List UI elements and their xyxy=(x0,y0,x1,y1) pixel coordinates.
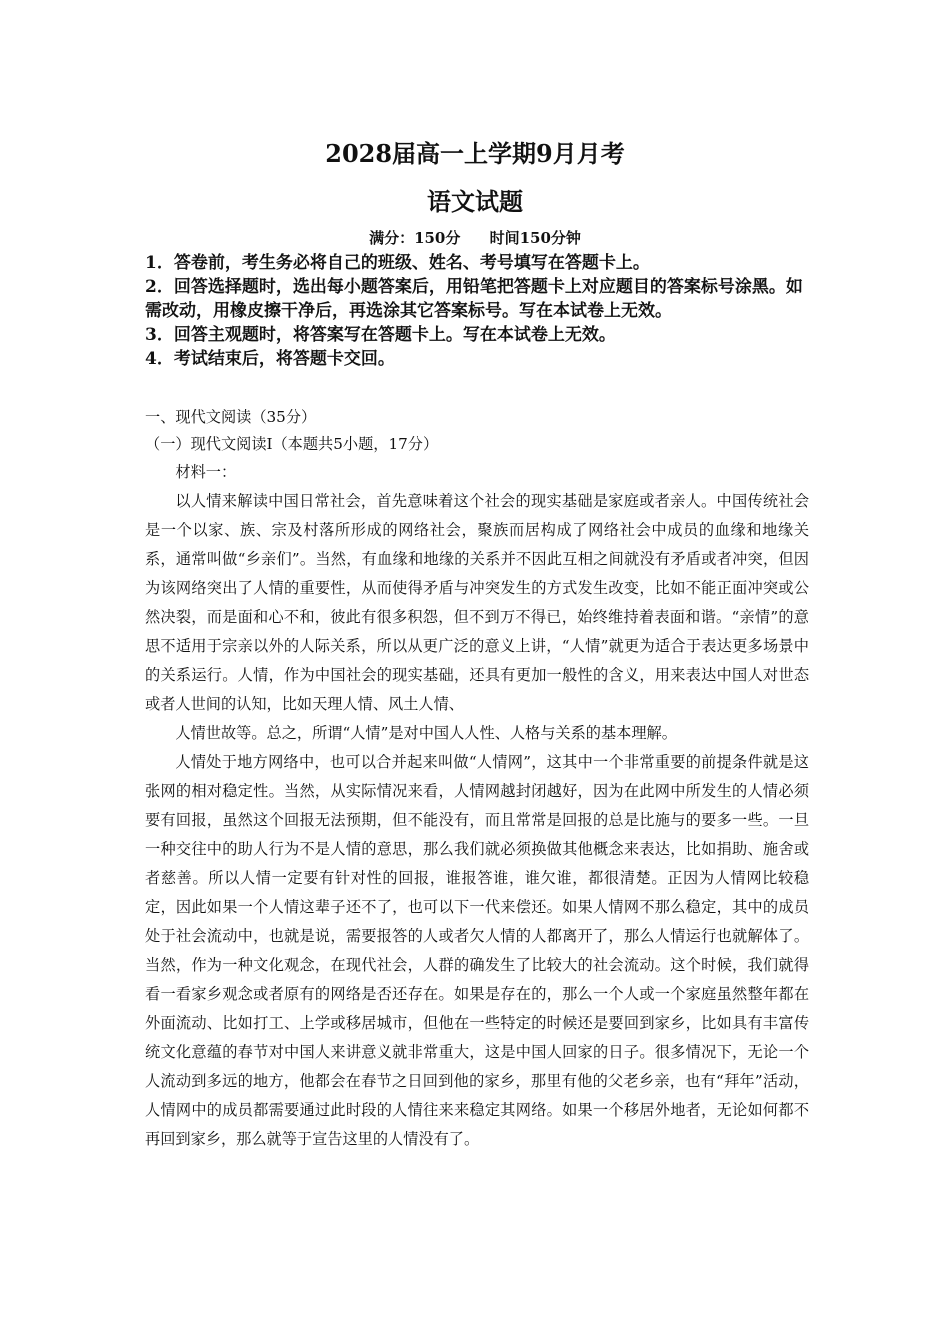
instruction-item: 1．答卷前，考生务必将自己的班级、姓名、考号填写在答题卡上。 xyxy=(145,253,650,273)
full-score: 满分：150分 xyxy=(369,229,461,247)
material-paragraph: 以人情来解读中国日常社会，首先意味着这个社会的现实基础是家庭或者亲人。中国传统社会是一个以家、族、宗及村落所形成的网络社会，聚族而居构成了网络社会中成员的血缘和地缘关系，通常叫做“乡亲们”。当然，有血缘和地缘的关系并不因此互相之间就没有矛盾或者冲突，但因为该网络突出了人情的重要性，从而使得矛盾与冲突发生的方式发生改变，比如不能正面冲突或公然决裂，而是面和心不和，彼此有很多积怨，但不到万不得已，始终维持着表面和谐。“亲情”的意思不适用于宗亲以外的人际关系，所以从更广泛的意义上讲，“人情”就更为适合于表达更多场景中的关系运行。人情，作为中国社会的现实基础，还具有更加一般性的含义，用来表达中国人对世态或者人世间的认知，比如天理人情、风土人情、 xyxy=(145,492,809,713)
material-paragraph: 人情处于地方网络中，也可以合并起来叫做“人情网”，这其中一个非常重要的前提条件就是这张网的相对稳定性。当然，从实际情况来看，人情网越封闭越好，因为在此网中所发生的人情必须要有回报，虽然这个回报无法预期，但不能没有，而且常常是回报的总是比施与的要多一些。一旦一种交往中的助人行为不是人情的意思，那么我们就必须换做其他概念来表达，比如捐助、施舍或者慈善。所以人情一定要有针对性的回报，谁报答谁，谁欠谁，都很清楚。正因为人情网比较稳定，因此如果一个人情这辈子还不了，也可以下一代来偿还。如果人情网不那么稳定，其中的成员处于社会流动中，也就是说，需要报答的人或者欠人情的人都离开了，那么人情运行也就解体了。当然，作为一种文化观念，在现代社会，人群的确发生了比较大的社会流动。这个时候，我们就得看一看家乡观念或者原有的网络是否还存在。如果是存在的，那么一个人或一个家庭虽然整年都在外面流动、比如打工、上学或移居城市，但他在一些特定的时候还是要回到家乡，比如具有丰富传统文化意蕴的春节对中国人来讲意义就非常重大，这是中国人回家的日子。很多情况下，无论一个人流动到多远的地方，他都会在春节之日回到他的家乡，那里有他的父老乡亲，也有“拜年”活动，人情网中的成员都需要通过此时段的人情往来来稳定其网络。如果一个移居外地者，无论如何都不再回到家乡，那么就等于宣告这里的人情没有了。 xyxy=(145,753,809,1148)
reading-section xyxy=(145,404,809,1154)
time-limit: 时间150分钟 xyxy=(489,229,581,247)
instruction-item: 3．回答主观题时，将答案写在答题卡上。写在本试卷上无效。 xyxy=(145,325,616,345)
subject-title: 语文试题 xyxy=(427,187,523,216)
exam-title: 2028届高一上学期9月月考 xyxy=(325,139,625,168)
section-subheading: （一）现代文阅读Ⅰ（本题共5小题，17分） xyxy=(145,435,439,453)
exam-instructions xyxy=(145,251,810,371)
material-label: 材料一： xyxy=(175,463,237,481)
instruction-item: 2．回答选择题时，选出每小题答案后，用铅笔把答题卡上对应题目的答案标号涂黑。如需改动，用橡皮擦干净后，再选涂其它答案标号。写在本试卷上无效。 xyxy=(145,277,803,321)
section-heading: 一、现代文阅读（35分） xyxy=(145,408,317,426)
score-time-line xyxy=(0,228,950,248)
material-paragraph: 人情世故等。总之，所谓“人情”是对中国人人性、人格与关系的基本理解。 xyxy=(175,724,677,742)
instruction-item: 4．考试结束后，将答题卡交回。 xyxy=(145,349,395,369)
